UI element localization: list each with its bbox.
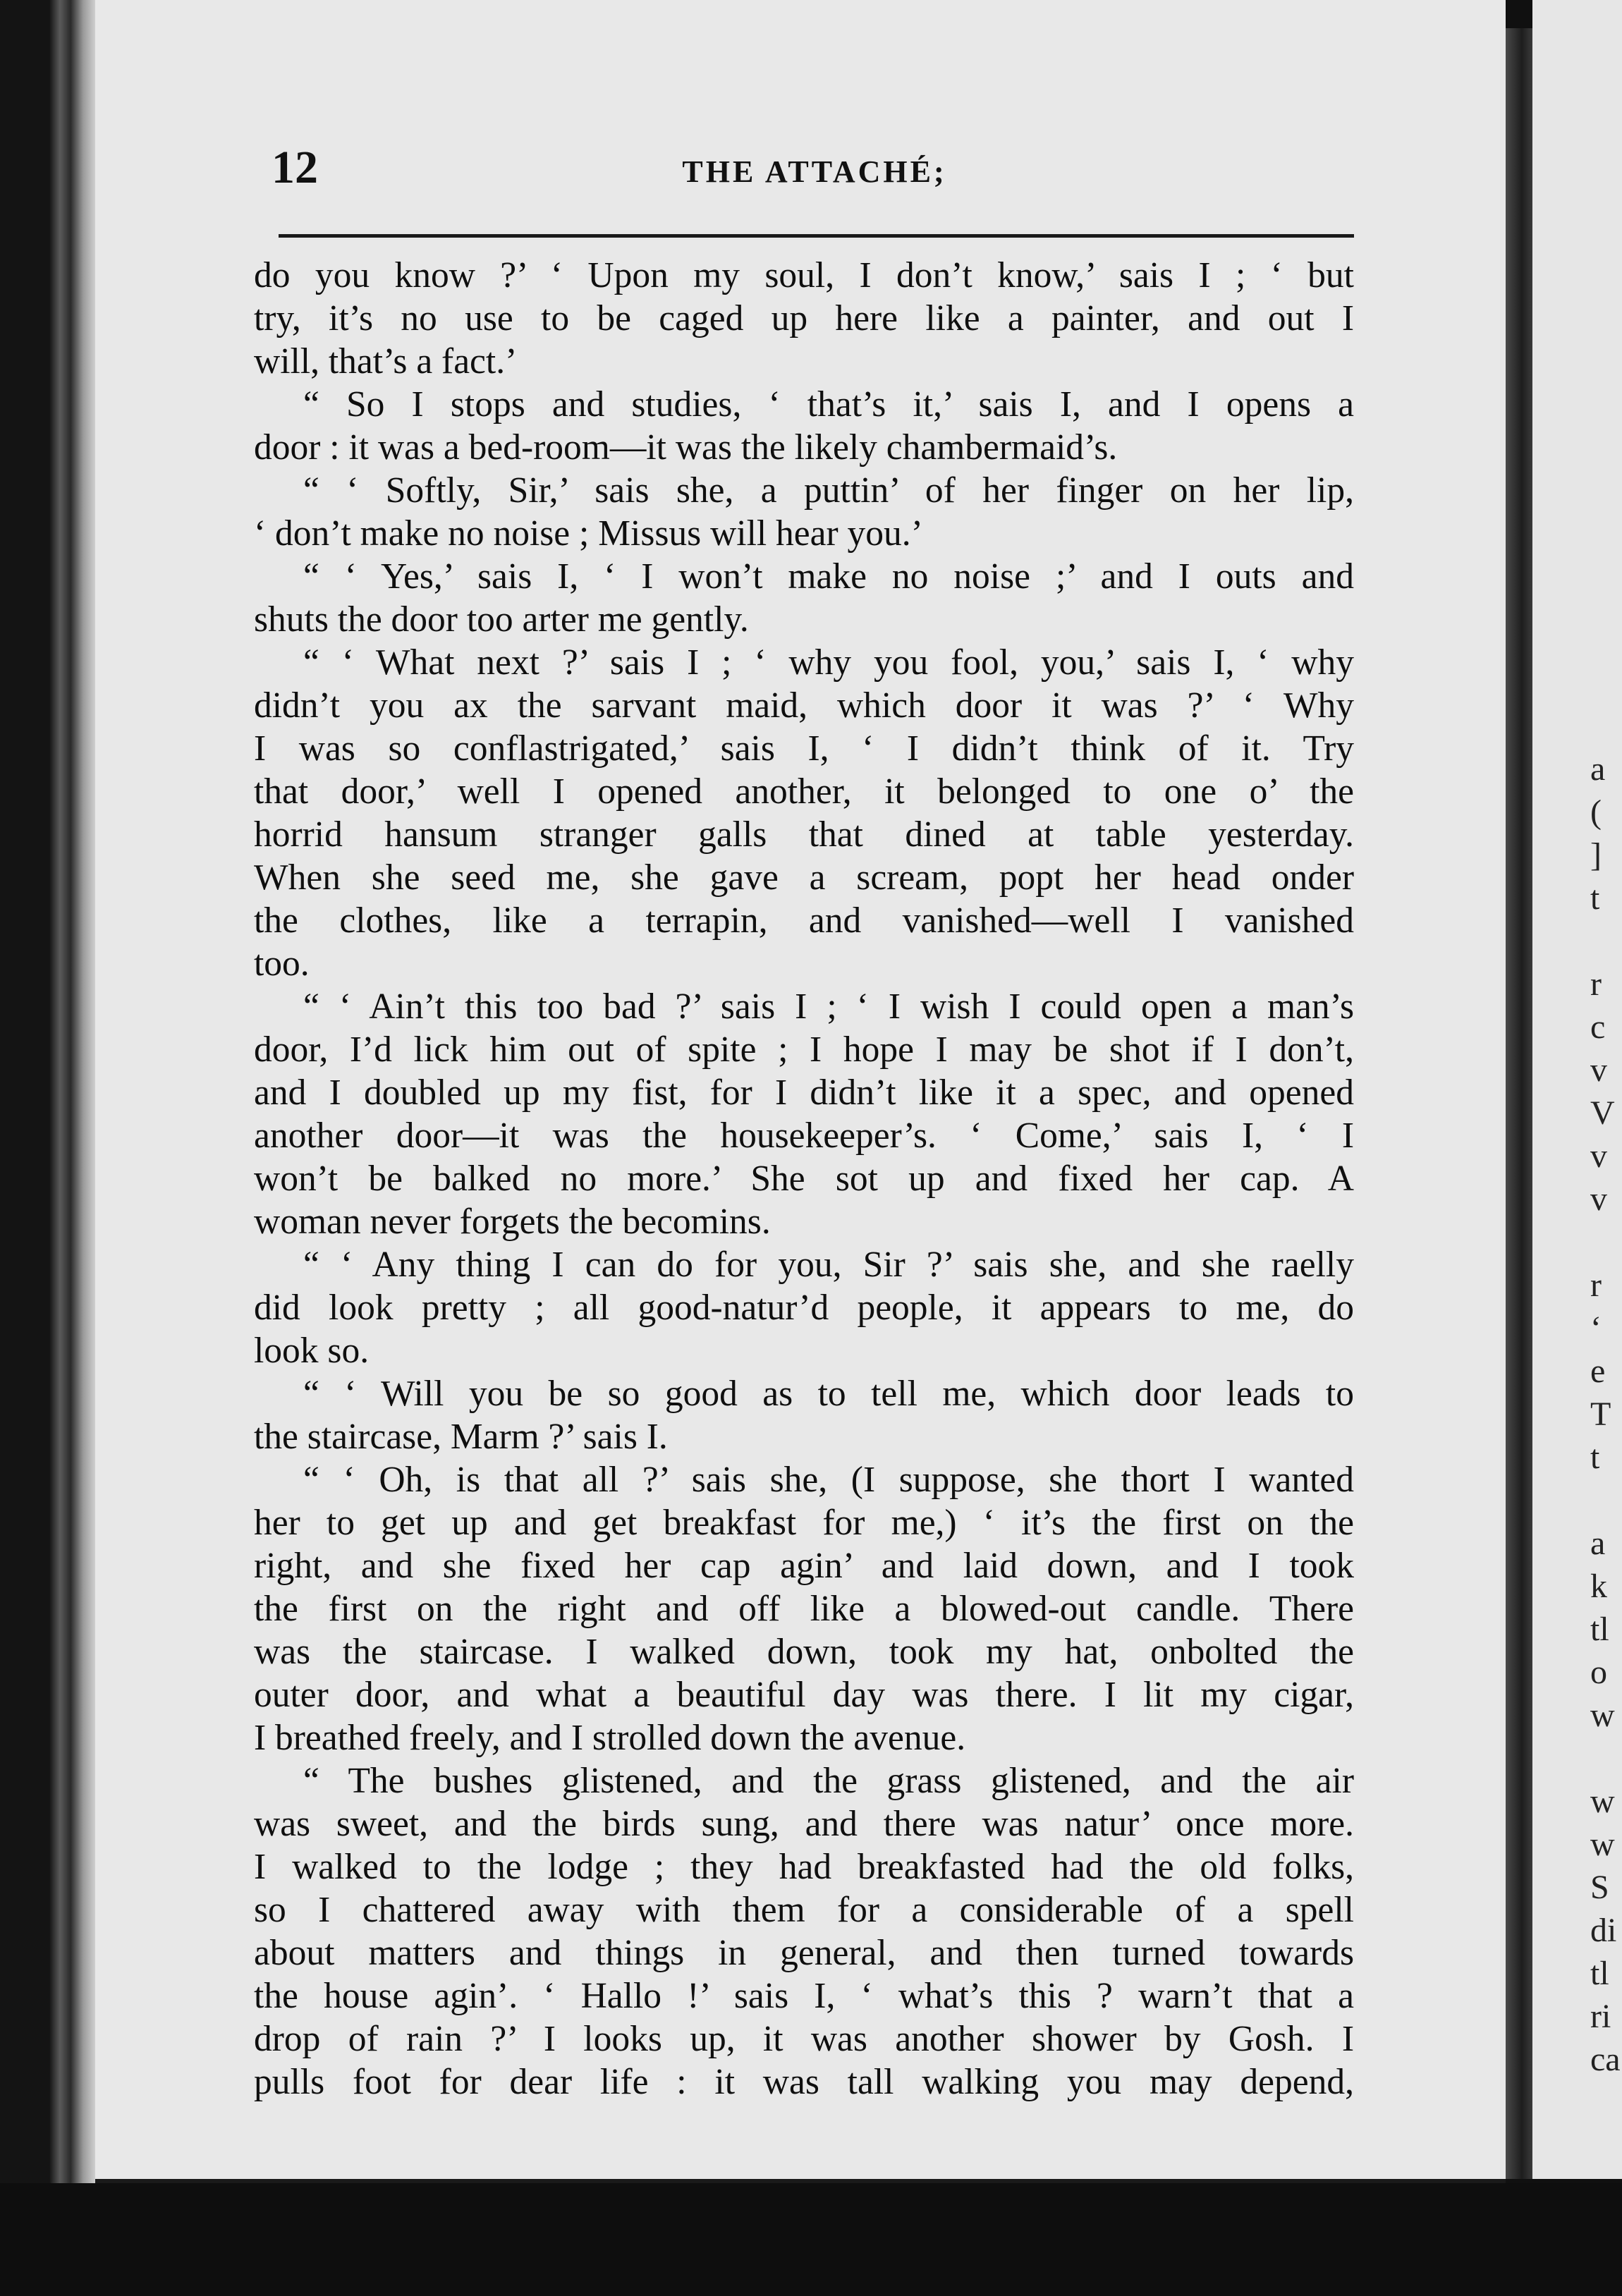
- text-line: When she seed me, she gave a scream, popt her head onder: [254, 857, 1354, 898]
- text-line: I breathed freely, and I strolled down the avenue.: [254, 1718, 966, 1758]
- facing-page-fragment: [1590, 920, 1622, 963]
- facing-page-fragment: o: [1590, 1654, 1607, 1691]
- text-line: door : it was a bed-room—it was the likely chambermaid’s.: [254, 427, 1118, 468]
- facing-page-fragment: [1590, 1221, 1622, 1264]
- text-line: “ ‘ What next ?’ sais I ; ‘ why you fool, you,’ sais I, ‘ why: [303, 642, 1354, 683]
- facing-page-fragment: T: [1590, 1396, 1611, 1433]
- facing-page-text: [1590, 747, 1622, 2081]
- facing-page-fragment: v: [1590, 1180, 1607, 1218]
- text-line: woman never forgets the becomins.: [254, 1202, 771, 1242]
- text-line: “ ‘ Yes,’ sais I, ‘ I won’t make no noise ;’ and I outs and: [303, 556, 1354, 597]
- scanner-frame-left: [0, 0, 95, 2296]
- facing-page-fragment: di: [1590, 1912, 1617, 1949]
- facing-page-fragment: t: [1590, 879, 1600, 917]
- text-line: “ ‘ Will you be so good as to tell me, which door leads to: [303, 1374, 1354, 1414]
- text-line: was the staircase. I walked down, took my hat, onbolted the: [254, 1632, 1354, 1672]
- facing-page-fragment: [1590, 1479, 1622, 1522]
- facing-page-fragment: v: [1590, 1051, 1607, 1089]
- facing-page-fragment: ]: [1590, 836, 1602, 874]
- text-line: the staircase, Marm ?’ sais I.: [254, 1417, 668, 1457]
- facing-page-fragment: V: [1590, 1094, 1615, 1132]
- text-line: won’t be balked no more.’ She sot up and fixed her cap. A: [254, 1159, 1354, 1199]
- scanner-frame-bottom: [0, 2183, 1622, 2296]
- body-text: [254, 254, 1354, 2103]
- running-title: THE ATTACHÉ;: [682, 154, 947, 189]
- text-line: that door,’ well I opened another, it belonged to one o’ the: [254, 771, 1354, 812]
- text-line: so I chattered away with them for a considerable of a spell: [254, 1890, 1354, 1930]
- facing-page-fragment: k: [1590, 1568, 1607, 1605]
- facing-page-fragment: w: [1590, 1697, 1615, 1734]
- text-line: “ ‘ Ain’t this too bad ?’ sais I ; ‘ I wish I could open a man’s: [303, 987, 1354, 1027]
- text-line: “ ‘ Any thing I can do for you, Sir ?’ sais she, and she raelly: [303, 1245, 1354, 1285]
- book-gutter: [1506, 28, 1532, 2179]
- facing-page-fragment: ri: [1590, 1998, 1611, 2035]
- page-header: [272, 141, 1358, 212]
- facing-page-fragment: [1590, 1737, 1622, 1780]
- facing-page-fragment: c: [1590, 1008, 1606, 1046]
- facing-page-fragment: ‘: [1590, 1309, 1602, 1347]
- facing-page-fragment: w: [1590, 1826, 1615, 1863]
- facing-page-fragment: e: [1590, 1352, 1606, 1390]
- text-line: the house agin’. ‘ Hallo !’ sais I, ‘ what’s this ? warn’t that a: [254, 1976, 1354, 2016]
- text-line: the first on the right and off like a blowed-out candle. There: [254, 1589, 1354, 1629]
- facing-page-fragment: r: [1590, 965, 1602, 1003]
- facing-page-fragment: S: [1590, 1869, 1609, 1906]
- text-line: ‘ don’t make no noise ; Missus will hear you.’: [254, 513, 923, 554]
- text-line: right, and she fixed her cap agin’ and laid down, and I took: [254, 1546, 1354, 1586]
- text-line: shuts the door too arter me gently.: [254, 599, 749, 640]
- text-line: didn’t you ax the sarvant maid, which door it was ?’ ‘ Why: [254, 685, 1354, 726]
- text-line: door, I’d lick him out of spite ; I hope I may be shot if I don’t,: [254, 1030, 1354, 1070]
- facing-page-fragment: ca: [1590, 2041, 1621, 2078]
- facing-page-fragment: w: [1590, 1783, 1615, 1820]
- text-line: about matters and things in general, and then turned towards: [254, 1933, 1354, 1973]
- facing-page-fragment: r: [1590, 1266, 1602, 1304]
- text-line: look so.: [254, 1331, 370, 1371]
- text-line: did look pretty ; all good-natur’d people, it appears to me, do: [254, 1288, 1354, 1328]
- header-rule: [279, 234, 1354, 238]
- text-line: too.: [254, 944, 310, 984]
- facing-page-fragment: v: [1590, 1137, 1607, 1175]
- page-number: 12: [272, 142, 318, 193]
- text-line: try, it’s no use to be caged up here like a painter, and out I: [254, 298, 1354, 338]
- text-line: do you know ?’ ‘ Upon my soul, I don’t know,’ sais I ; ‘ but: [254, 255, 1354, 295]
- text-line: and I doubled up my fist, for I didn’t like it a spec, and opened: [254, 1073, 1354, 1113]
- text-line: pulls foot for dear life : it was tall walking you may depend,: [254, 2062, 1354, 2102]
- text-line: the clothes, like a terrapin, and vanished—well I vanished: [254, 900, 1354, 941]
- text-line: outer door, and what a beautiful day was there. I lit my cigar,: [254, 1675, 1354, 1715]
- text-line: I walked to the lodge ; they had breakfasted had the old folks,: [254, 1847, 1354, 1887]
- text-line: was sweet, and the birds sung, and there was natur’ once more.: [254, 1804, 1354, 1844]
- text-line: another door—it was the housekeeper’s. ‘ Come,’ sais I, ‘ I: [254, 1116, 1354, 1156]
- text-line: will, that’s a fact.’: [254, 341, 518, 381]
- text-line: her to get up and get breakfast for me,) ‘ it’s the first on the: [254, 1503, 1354, 1543]
- text-line: “ The bushes glistened, and the grass glistened, and the air: [303, 1761, 1354, 1801]
- facing-page-fragment: a: [1590, 750, 1606, 788]
- facing-page-fragment: t: [1590, 1439, 1600, 1476]
- facing-page-fragment: tl: [1590, 1611, 1609, 1648]
- facing-page-fragment: (: [1590, 793, 1602, 831]
- facing-page-fragment: a: [1590, 1525, 1606, 1562]
- text-line: horrid hansum stranger galls that dined at table yesterday.: [254, 814, 1354, 855]
- text-line: drop of rain ?’ I looks up, it was another shower by Gosh. I: [254, 2019, 1354, 2059]
- facing-page-fragment: tl: [1590, 1955, 1609, 1992]
- text-line: I was so conflastrigated,’ sais I, ‘ I didn’t think of it. Try: [254, 728, 1354, 769]
- text-line: “ ‘ Oh, is that all ?’ sais she, (I suppose, she thort I wanted: [303, 1460, 1354, 1500]
- text-line: “ ‘ Softly, Sir,’ sais she, a puttin’ of her finger on her lip,: [303, 470, 1354, 511]
- text-line: “ So I stops and studies, ‘ that’s it,’ sais I, and I opens a: [303, 384, 1354, 425]
